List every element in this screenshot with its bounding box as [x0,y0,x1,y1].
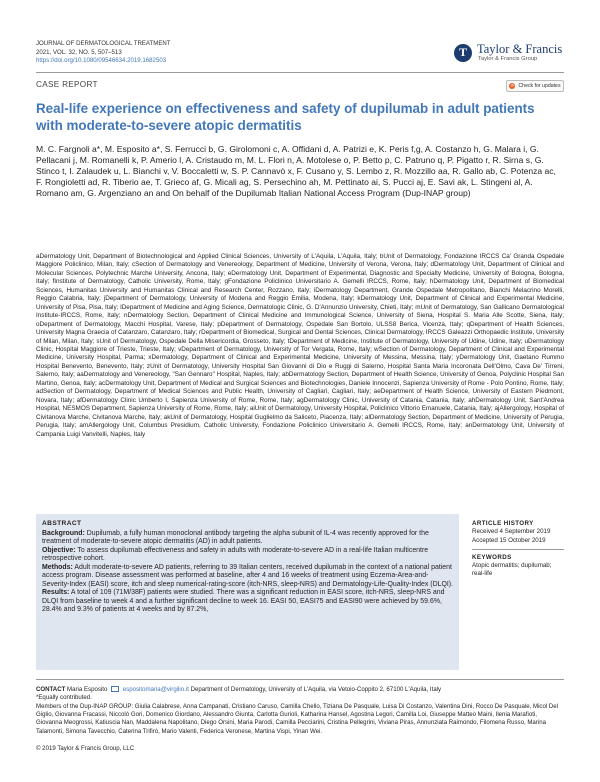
contact-name: Maria Esposito [67,686,108,693]
journal-header [36,40,171,66]
abstract-results [42,589,454,615]
article-sidebar [472,520,564,579]
abstract-heading: ABSTRACT [42,520,82,527]
abstract-methods [42,564,454,590]
contact-address: Department of Dermatology, University of L'Aquila, via Vetoio-Coppito 2, 67100 L'Aquila, Italy [190,686,442,693]
abstract-background [42,530,454,547]
copyright: © 2019 Taylor & Francis Group, LLC [36,745,135,752]
publisher-group: Taylor & Francis Group [478,56,538,62]
contact-label: CONTACT [36,686,66,693]
results-text: A total of 109 (71M/38F) patients were studied. There was a significant reduction in EASI score, itch-NRS, sleep-NRS and DLQI from baseline to week 4 and a further significant decline to week 16. EASI 50, EASI75 and EASI90 were achieved by 59.6%, 28.4% and 9.3% of patients at 4 weeks and by 87.2%, [42,589,445,614]
sidebar-divider [472,549,564,550]
journal-volume: 2021, VOL. 32, NO. 5, 507–513 [36,48,122,56]
contact-email[interactable]: espositomaria@virgilio.it [122,686,189,693]
keywords-list: Atopic dermatitis; dupilumab; real-life [472,561,552,578]
check-updates-button[interactable] [506,80,564,92]
taylor-francis-icon: T [454,44,472,62]
publisher-name: Taylor & Francis [477,42,563,56]
journal-doi[interactable]: https://doi.org/10.1080/09546634.2019.1682503 [36,57,167,65]
journal-name: JOURNAL OF DERMATOLOGICAL TREATMENT [36,40,171,47]
abstract-box [36,514,459,670]
methods-text: Adult moderate-to-severe AD patients, referring to 39 Italian centers, received dupilumab in the context of a national patient access program. Disease assessment was performed at baseline, after 4 and 16 weeks of treatment using Eczema-Area-and-Severity-Index (EASI) score, itch and sleep numerical-rating-score (itch-NRS, sleep-NRS) and Dermatology-Life-Quality-Index (DLQI). [42,563,453,588]
abstract-objective [42,547,454,564]
equal-contribution: *Equally contributed. [36,694,92,702]
article-title: Real-life experience on effectiveness and safety of dupilumab in adult patients with moderate-to-severe atopic dermatitis [36,101,535,133]
background-text: Dupilumab, a fully human monoclonal antibody targeting the alpha subunit of IL-4 was recently approved for the treatment of moderate-to-severe atopic dermatitis (AD) in adult patients. [42,529,429,546]
background-label: Background: [42,529,85,537]
received-date: Received 4 September 2019 [472,528,551,536]
author-list: M. C. Fargnoli a*, M. Esposito a*, S. Ferrucci b, G. Girolomoni c, A. Offidani d, A. Patrizi e, K. Peris f,g, A. Costanzo h, G. Malara i, G. Pellacani j, M. Romanelli k, P. Amerio l, A. Cristaudo m, M. L. Flori n, A. Motolese o, P. Betto p, C. Patruno q, P. Pigatto r, R. Sirna s, G. Stinco t, I. Zalaudek u, L. Bianchi v, V. Boccaletti w, S. P. Cannavò x, F. Cusano y, S. Lembo z, R. Mozzillo aa, R. Gallo ab, C. Potenza ac, F. Rongioletti ad, R. Tiberio ae, T. Grieco af, G. Micali ag, S. Persechino ah, M. Pettinato ai, S. Pucci aj, E. Savi ak, L. Stingeni al, A. Romano am, G. Argenziano an and On behalf of the Dupilumab Italian National Access Program (Dup-INAP group) [36,144,556,199]
affiliations: aDermatology Unit, Department of Biotechnological and Applied Clinical Sciences, University of L'Aquila, L'Aquila, Italy; bUnit of Dermatology, Fondazione IRCCS Ca' Granda Ospedale Maggiore Policlinico, Milan, Italy; cSection of Dermatology and Venereology, Department of Medicine, University of Verona, Verona, Italy; dDermatology Unit, Department of Clinical and Molecular Sciences, Polytechnic Marche University, Ancona, Italy; eDermatology Unit, Department of Experimental, Diagnostic and Specialty Medicine, University of Bologna, Bologna, Italy; fInstitute of Dermatology, Catholic University, Rome, Italy; gFondazione Policlinico Universitario A. Gemelli IRCCS, Rome, Italy; hDermatology Unit, Department of Biomedical Sciences, Humanitas University and Humanitas Clinical and Research Center, Rozzano, Italy; iDermatology Department, Grande Ospedale Metropolitano, Bianchi Melacrino Morelli, Reggio Calabria, Italy; jDepartment of Dermatology, University of Modena and Reggio Emilia, Modena, Italy; kDermatology Unit, Department of Clinical and Experimental Medicine, University of Pisa, Pisa, Italy; lDepartment of Medicine and Aging Science, Dermatologic Clinic, G. D'Annunzio University, Chieti, Italy; mUnit of Dermatology, San Gallicano Dermatological Institute-IRCCS, Rome, Italy; nDermatology Section, Department of Clinical Medicine and Immunological Science, University of Siena, Hospital S. Maria Alle Scotte, Siena, Italy; oDepartment of Dermatology, Macchi Hospital, Varese, Italy; pDepartment of Dermatology, Ospedale San Bortolo, ULSS8 Berica, Vicenza, Italy; qDepartment of Health Sciences, University Magna Graecia of Catanzaro, Catanzaro, Italy; rDepartment of Biomedical, Surgical and Dental Sciences, Clinical Dermatology, IRCCS Galeazzi Orthopaedic Institute, University of Milan, Milan, Italy; sUnit of Dermatology, Ospedale Della Misericordia, Grosseto, Italy; tDepartment of Medicine, Institute of Dermatology, University of Udine, Udine, Italy; uDermatology Clinic, Hospital Maggiore of Trieste, Trieste, Italy; vDepartment of Dermatology, University of Tor Vergata, Rome, Italy; wSection of Dermatology, Department of Clinical and Experimental Medicine, University Hospital, Parma; xDermatology, Department of Clinical and Experimental Medicine, University of Messina, Messina, Italy; yDermatology Unit, Gaetano Rummo Hospital Benevento, Benevento, Italy; zUnit of Dermatology, University Hospital San Giovanni di Dio e Ruggi di Salerno, Hospital Santa Maria Incoronata Dell'Olmo, Cava De' Tirreni, Salerno, Italy; aaDermatology and Venereology, "San Gennaro" Hospital, Naples, Italy; abDermatology Section, Department of Health Science, University of Genoa, Polyclinic Hospital San Martino, Genoa, Italy; acDermatology Unit, Department of Medical and Surgical Sciences and Biotechnologies, Daniele Innocenzi, Sapienza University of Rome - Polo Pontino, Rome, Italy; adSection of Dermatology, Department of Medical Sciences and Public Health, University of Cagliari, Cagliari, Italy; aeDepartment of Health Science, University of Eastern Piedmont, Novara, Italy; afDermatology Clinic Umberto I, Sapienza University of Rome, Rome, Italy; agDermatology Clinic, University of Catania, Catania, Italy; ahDermatology Unit, Sant'Andrea Hospital, NESMOS Department, Sapienza University of Rome, Rome, Italy; aiUnit of Dermatology, University Hospital, Policlinico Vittorio Emanuele, Catania, Italy; ajAllergology, Hospital of Civitanova Marche, Civitanova Marche, Italy; akUnit of Dermatology, Hospital Guglielmo da Saliceto, Piacenza, Italy; alDermatology Section, Department of Medicine, University of Perugia, Perugia, Italy; amAllergology Unit, Columbus Presidium, Catholic University, Fondazione Policlinico Universitario A. Gemelli IRCCS, Rome, Italy; anDermatology Unit, University of Campania Luigi Vanvitelli, Naples, Italy [36,253,564,438]
results-label: Results: [42,589,70,597]
check-updates-label: Check for updates [518,83,561,89]
header-divider [36,72,564,73]
publisher-logo [454,43,562,62]
objective-label: Objective: [42,546,76,554]
contact-footnote [36,686,564,736]
refresh-icon: ⟳ [510,83,515,88]
article-history-heading: ARTICLE HISTORY [472,520,534,527]
group-members: Members of the Dup-INAP GROUP: Giulia Calabrese, Anna Campanati, Cristiano Caruso, Camilla Chello, Tiziana De Pasquale, Luisa Di Costanzo, Valentina Dini, Rocco De Pasquale, Micol Del Giglio, Giovanna Fracassi, Niccolò Gori, Domenico Giordano, Alessandro Giunta, Carlotta Gurioli, Katharina Hansel, Agostina Legori, Camilla Loi, Giuseppe Matteo Maini, Ilenia Marafioti, Giovanna Meogrossi, Katiuscia Nan, Maddalena Napolitano, Diego Orsini, Maria Parodi, Camilla Pecciarini, Cristina Pellegrini, Viviana Piras, Annunziata Raimondo, Filomena Russo, Marina Talamonti, Simona Tavecchio, Caterina Trifirò, Mario Valenti, Federica Veronese, Martina Vispi, Yinan Wei. [36,702,559,735]
article-type: CASE REPORT [36,80,98,89]
accepted-date: Accepted 15 October 2019 [472,536,546,544]
keywords-heading: KEYWORDS [472,553,512,561]
footnote-divider [36,679,564,680]
methods-label: Methods: [42,563,73,571]
mail-icon [111,686,119,692]
objective-text: To assess dupilumab effectiveness and safety in adults with moderate-to-severe AD in a real-life Italian multicentre retrospective cohort. [42,546,429,563]
